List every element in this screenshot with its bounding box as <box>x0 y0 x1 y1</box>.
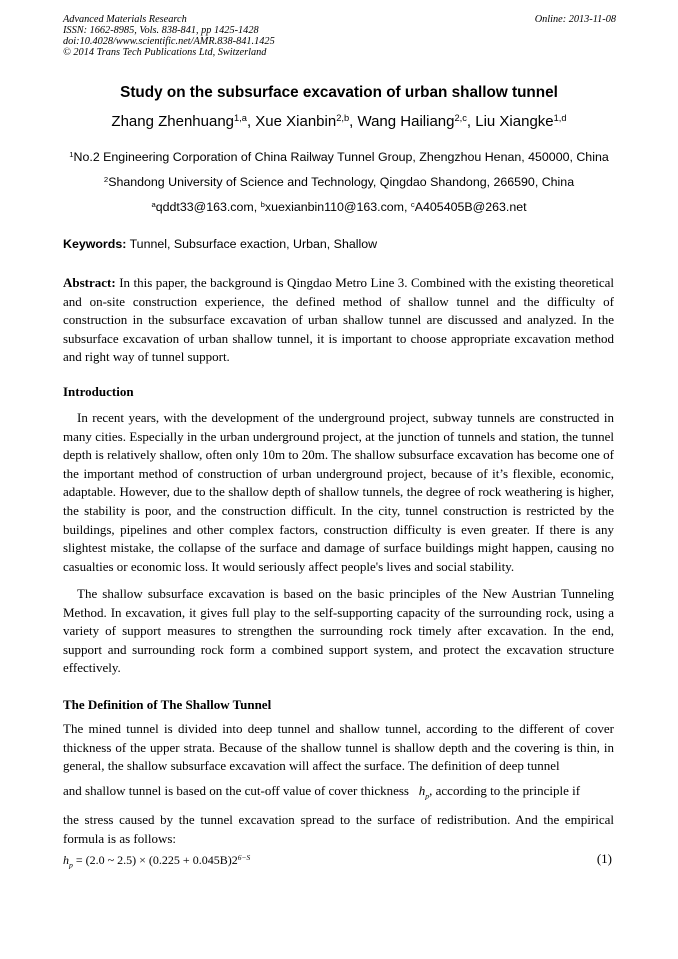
definition-paragraph-2: the stress caused by the tunnel excavation spread to the surface of redistribution. And the empirical formula is as follows: <box>63 812 614 846</box>
affiliation-text: No.2 Engineering Corporation of China Railway Tunnel Group, Zhengzhou Henan, 450000, China <box>73 150 609 164</box>
email: xuexianbin110@163.com, <box>264 200 408 214</box>
email-list <box>0 200 678 214</box>
author-sup: 1,a <box>234 112 247 123</box>
keywords <box>63 237 377 251</box>
formula-1 <box>63 853 250 869</box>
affiliation-text: Shandong University of Science and Technology, Qingdao Shandong, 266590, China <box>108 175 575 189</box>
abstract <box>63 274 614 367</box>
doi-line: doi:10.4028/www.scientific.net/AMR.838-841.1425 <box>63 36 275 47</box>
email: A405405B@263.net <box>414 200 527 214</box>
author-name: Xue Xianbin <box>255 113 337 130</box>
issn-line: ISSN: 1662-8985, Vols. 838-841, pp 1425-1428 <box>63 25 259 36</box>
email-sup: b <box>260 199 265 209</box>
affiliation-2 <box>0 175 678 189</box>
definition-line-with-symbol <box>63 782 614 806</box>
section-heading-introduction: Introduction <box>63 384 134 399</box>
affiliation-sup: 1 <box>69 149 74 159</box>
definition-paragraph-1: The mined tunnel is divided into deep tunnel and shallow tunnel, according to the different of cover thickness of the upper strata. Because of the shallow tunnel is shallow depth and the covering is thin, in general, the shallow subsurface excavation will affect the surface. The definition of deep tunnel <box>63 721 614 774</box>
formula-body: = (2.0 ~ 2.5) × (0.225 + 0.045B)2 <box>75 853 238 867</box>
hp-letter: h <box>418 783 426 798</box>
formula-exponent: 6−S <box>237 852 251 862</box>
formula-number: (1) <box>596 851 612 866</box>
author-name: Wang Hailiang <box>357 113 455 130</box>
abstract-text: In this paper, the background is Qingdao Metro Line 3. Combined with the existing theoretical and on-site construction experience, the defined method of shallow tunnel and the difficulty of construction in the subsurface excavation of urban shallow tunnel are discussed and analyzed. In the subsurface excavation of urban shallow tunnel, it is important to choose appropriate excavation method and right way of tunnel support. <box>63 275 614 365</box>
online-date: Online: 2013-11-08 <box>534 14 616 25</box>
author-list: Zhang Zhenhuang$^{1,a}$, Xue Xianbin$^{2,b}$, Wang Hailiang$^{2,c}$, Liu Xiangke$^{1,d}$ <box>111 112 567 130</box>
definition-text: and shallow tunnel is based on the cut-off value of cover thickness <box>63 783 409 798</box>
formula-subscript: p <box>69 860 73 870</box>
affiliation-1 <box>0 150 678 164</box>
email: qddt33@163.com, <box>155 200 258 214</box>
keywords-text: Tunnel, Subsurface exaction, Urban, Shallow <box>129 237 378 251</box>
intro-paragraph-2: The shallow subsurface excavation is based on the basic principles of the New Austrian Tunneling Method. In excavation, it gives full play to the self-supporting capacity of the surrounding rock, using a variety of support measures to strengthen the surrounding rock timely after excavation. In the end, support and surrounding rock form a combined support system, and protect the excavation structure effectively. <box>63 586 614 676</box>
abstract-label: Abstract: <box>63 275 116 290</box>
section-heading-definition: The Definition of The Shallow Tunnel <box>63 697 272 712</box>
affiliation-sup: 2 <box>103 174 109 184</box>
definition-text: , according to the principle if <box>429 783 581 798</box>
author-name: Zhang Zhenhuang <box>111 113 235 130</box>
hp-subscript: p <box>425 791 430 801</box>
author-sup: 2,c <box>454 112 467 123</box>
formula-h: h <box>63 853 69 867</box>
email-sup: a <box>151 199 156 209</box>
author-sup: 2,b <box>336 112 350 123</box>
journal-name: Advanced Materials Research <box>63 14 187 25</box>
hp-symbol <box>418 783 430 801</box>
author-name: Liu Xiangke <box>475 113 554 130</box>
keywords-label: Keywords: <box>63 237 127 251</box>
author-sup: 1,d <box>553 112 567 123</box>
intro-paragraph-1: In recent years, with the development of the underground project, subway tunnels are constructed in many cities. Especially in the urban underground project, at the junction of tunnels and station, the tunnel depth is relatively shallow, often only 10m to 20m. The shallow subsurface excavation has become one of the important method of construction of urban underground project, because of it’s flexible, economic, adaptable. However, due to the shallow depth of shallow tunnels, the degree of rock weathering is higher, the stability is poor, and the construction difficult. In the city, tunnel construction is restricted by the buildings, pipelines and other complex factors, construction difficulty is even greater. If there is any slightest mistake, the collapse of the surface and damage of surface buildings might happen, causing no casualties or economic loss. It would seriously affect people's lives and social stability. <box>63 410 614 574</box>
copyright-line: © 2014 Trans Tech Publications Ltd, Switzerland <box>63 47 267 58</box>
paper-title: Study on the subsurface excavation of urban shallow tunnel <box>120 84 558 101</box>
email-sup: c <box>410 199 415 209</box>
formula-lhs <box>63 853 73 870</box>
journal-header <box>63 14 275 58</box>
